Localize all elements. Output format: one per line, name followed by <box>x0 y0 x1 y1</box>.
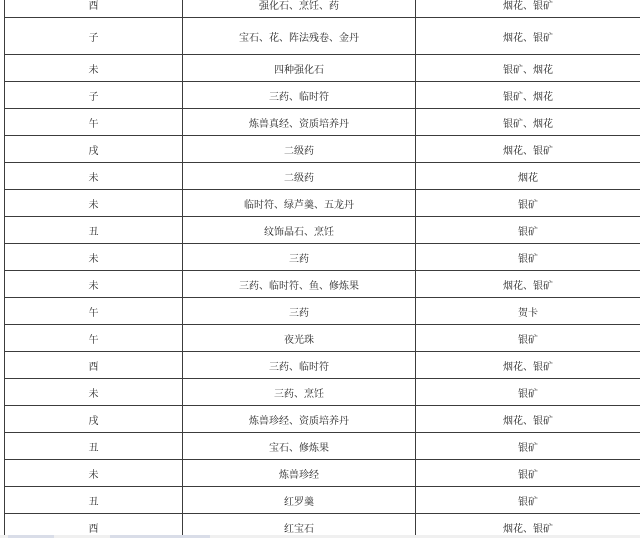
table-row <box>5 460 640 487</box>
item-cell: 三药 <box>183 244 416 271</box>
reward-cell: 烟花、银矿 <box>416 18 640 55</box>
item-cell: 宝石、花、阵法残卷、金丹 <box>183 18 416 55</box>
time-cell: 未 <box>5 379 183 406</box>
time-cell: 未 <box>5 244 183 271</box>
time-cell: 未 <box>5 271 183 298</box>
time-cell: 子 <box>5 82 183 109</box>
item-cell: 炼兽珍经、资质培养丹 <box>183 406 416 433</box>
table-row <box>5 18 640 55</box>
reward-cell: 烟花、银矿 <box>416 352 640 379</box>
time-cell: 未 <box>5 460 183 487</box>
table-row <box>5 163 640 190</box>
table-row <box>5 55 640 82</box>
time-cell: 酉 <box>5 352 183 379</box>
item-cell: 三药、烹饪 <box>183 379 416 406</box>
reward-cell: 银矿 <box>416 433 640 460</box>
item-cell: 三药 <box>183 298 416 325</box>
table-row <box>5 109 640 136</box>
table-row <box>5 82 640 109</box>
item-cell: 临时符、绿芦羹、五龙丹 <box>183 190 416 217</box>
item-cell: 二级药 <box>183 163 416 190</box>
time-cell: 子 <box>5 18 183 55</box>
item-cell: 四种强化石 <box>183 55 416 82</box>
item-cell: 炼兽珍经 <box>183 460 416 487</box>
time-cell: 丑 <box>5 433 183 460</box>
time-cell: 酉 <box>5 514 183 538</box>
table-row <box>5 433 640 460</box>
table-row <box>5 352 640 379</box>
item-cell: 红宝石 <box>183 514 416 538</box>
table-body <box>5 0 640 538</box>
reward-cell: 银矿 <box>416 244 640 271</box>
item-cell: 炼兽真经、资质培养丹 <box>183 109 416 136</box>
time-cell: 戌 <box>5 406 183 433</box>
reward-cell: 银矿 <box>416 460 640 487</box>
item-cell: 三药、临时符 <box>183 82 416 109</box>
table-row <box>5 136 640 163</box>
reward-cell: 贺卡 <box>416 298 640 325</box>
reward-cell: 烟花、银矿 <box>416 136 640 163</box>
item-cell: 红罗羹 <box>183 487 416 514</box>
reward-cell: 烟花、银矿 <box>416 0 640 18</box>
reward-table <box>4 0 640 538</box>
table-row <box>5 487 640 514</box>
item-cell: 纹饰晶石、烹饪 <box>183 217 416 244</box>
reward-cell: 银矿、烟花 <box>416 82 640 109</box>
time-cell: 丑 <box>5 487 183 514</box>
reward-cell: 银矿 <box>416 217 640 244</box>
table-row <box>5 325 640 352</box>
table-row <box>5 298 640 325</box>
time-cell: 酉 <box>5 0 183 18</box>
time-cell: 午 <box>5 298 183 325</box>
reward-cell: 烟花、银矿 <box>416 271 640 298</box>
table-row <box>5 379 640 406</box>
reward-cell: 银矿、烟花 <box>416 55 640 82</box>
item-cell: 二级药 <box>183 136 416 163</box>
table-row <box>5 406 640 433</box>
table-row <box>5 0 640 18</box>
time-cell: 午 <box>5 109 183 136</box>
table-row <box>5 217 640 244</box>
item-cell: 强化石、烹饪、药 <box>183 0 416 18</box>
reward-cell: 烟花 <box>416 163 640 190</box>
reward-cell: 银矿 <box>416 487 640 514</box>
time-cell: 戌 <box>5 136 183 163</box>
time-cell: 丑 <box>5 217 183 244</box>
reward-cell: 银矿 <box>416 325 640 352</box>
time-cell: 未 <box>5 55 183 82</box>
reward-cell: 烟花、银矿 <box>416 406 640 433</box>
table-row <box>5 271 640 298</box>
reward-cell: 银矿 <box>416 190 640 217</box>
time-cell: 未 <box>5 190 183 217</box>
item-cell: 三药、临时符 <box>183 352 416 379</box>
item-cell: 宝石、修炼果 <box>183 433 416 460</box>
time-cell: 未 <box>5 163 183 190</box>
table-row <box>5 190 640 217</box>
item-cell: 三药、临时符、鱼、修炼果 <box>183 271 416 298</box>
reward-cell: 银矿、烟花 <box>416 109 640 136</box>
reward-cell: 银矿 <box>416 379 640 406</box>
item-cell: 夜光珠 <box>183 325 416 352</box>
time-cell: 午 <box>5 325 183 352</box>
reward-cell: 烟花、银矿 <box>416 514 640 538</box>
table-row <box>5 244 640 271</box>
